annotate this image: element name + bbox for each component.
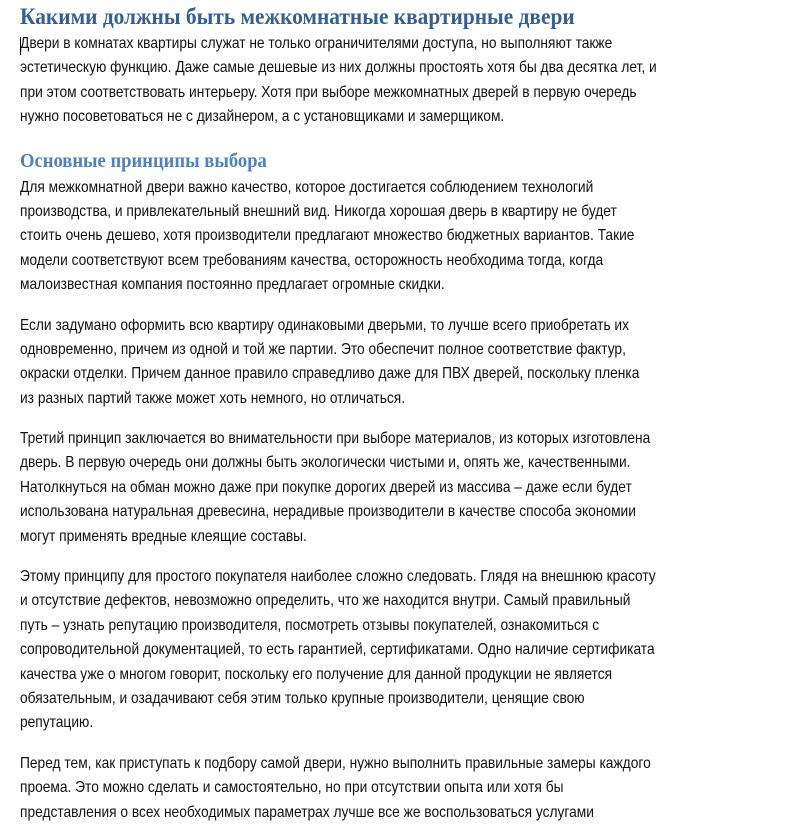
text-line: Этому принципу для простого покупателя наиболее сложно следовать. Глядя на внешнюю красоту: [20, 568, 656, 586]
text-line: модели соответствуют всем требованиям качества, осторожность необходима тогда, когда: [20, 251, 604, 269]
text-line: Если задумано оформить всю квартиру одинаковыми дверьми, то лучше всего приобретать их: [20, 316, 630, 334]
text-line: представления о всех необходимых параметрах лучше все же воспользоваться услугами: [20, 803, 594, 821]
text-line: производства, и привлекательный внешний вид. Никогда хорошая дверь в квартиру не будет: [20, 202, 617, 220]
text-line: малоизвестная компания постоянно предлагает огромные скидки.: [20, 276, 445, 294]
text-line: проема. Это можно сделать и самостоятельно, но при отсутствии опыта или хотя бы: [20, 779, 564, 797]
text-line: Натолкнуться на обман можно даже при покупке дорогих дверей из массива – даже если будет: [20, 478, 632, 496]
text-line: эстетическую функцию. Даже самые дешевые из них должны простоять хотя бы два десятка лет, и: [20, 59, 657, 77]
text-line: и отсутствие дефектов, невозможно определить, что же находится внутри. Самый правильный: [20, 592, 631, 610]
body-paragraphs: [20, 176, 794, 825]
text-line: одновременно, причем из одной и той же партии. Это обеспечит полное соответствие фактур,: [20, 340, 626, 358]
text-line: стоить очень дешево, хотя производители предлагают множество бюджетных вариантов. Такие: [20, 227, 635, 245]
text-line: обязательным, и озадачивают себя этим только крупные производители, ценящие свою: [20, 689, 585, 707]
text-line: из разных партий также может хоть немного, но отличаться.: [20, 389, 406, 407]
text-line: Для межкомнатной двери важно качество, которое достигается соблюдением технологий: [20, 178, 594, 196]
text-line: сопроводительной документацией, то есть гарантией, сертификатами. Одно наличие сертификата: [20, 641, 655, 659]
text-line: использована натуральная древесина, нерадивые производители в качестве способа экономии: [20, 503, 636, 521]
text-line: могут применять вредные клеящие составы.: [20, 527, 307, 545]
document-page[interactable]: [0, 2, 794, 825]
text-line: дверь. В первую очередь они должны быть экологически чистыми и, опять же, качественными.: [20, 454, 631, 472]
text-line: Третий принцип заключается во внимательности при выборе материалов, из которых изготовлена: [20, 430, 651, 448]
heading-title: Какими должны быть межкомнатные квартирные двери: [20, 4, 575, 29]
text-line: при этом соответствовать интерьеру. Хотя при выборе межкомнатных дверей в первую очередь: [20, 83, 637, 101]
paragraph: [20, 314, 794, 412]
paragraph: [20, 565, 794, 736]
text-line: окраски отделки. Причем данное правило справедливо даже для ПВХ дверей, поскольку пленка: [20, 365, 640, 383]
text-line: путь – узнать репутацию производителя, посмотреть отзывы покупателей, ознакомиться с: [20, 616, 600, 634]
intro-paragraph: [20, 32, 794, 130]
paragraph: [20, 176, 794, 298]
paragraph: [20, 752, 794, 825]
heading-subtitle: Основные принципы выбора: [20, 149, 267, 172]
text-line: Двери в комнатах квартиры служат не только ограничителями доступа, но выполняют также: [20, 35, 613, 52]
text-line: Перед тем, как приступать к подбору самой двери, нужно выполнить правильные замеры каждого: [20, 754, 651, 772]
text-line: репутацию.: [20, 714, 94, 732]
paragraph: [20, 427, 794, 549]
text-line: нужно посоветоваться не с дизайнером, а с установщиками и замерщиком.: [20, 108, 505, 126]
text-line: качества уже о многом говорит, поскольку его получение для данной продукции не является: [20, 665, 613, 683]
